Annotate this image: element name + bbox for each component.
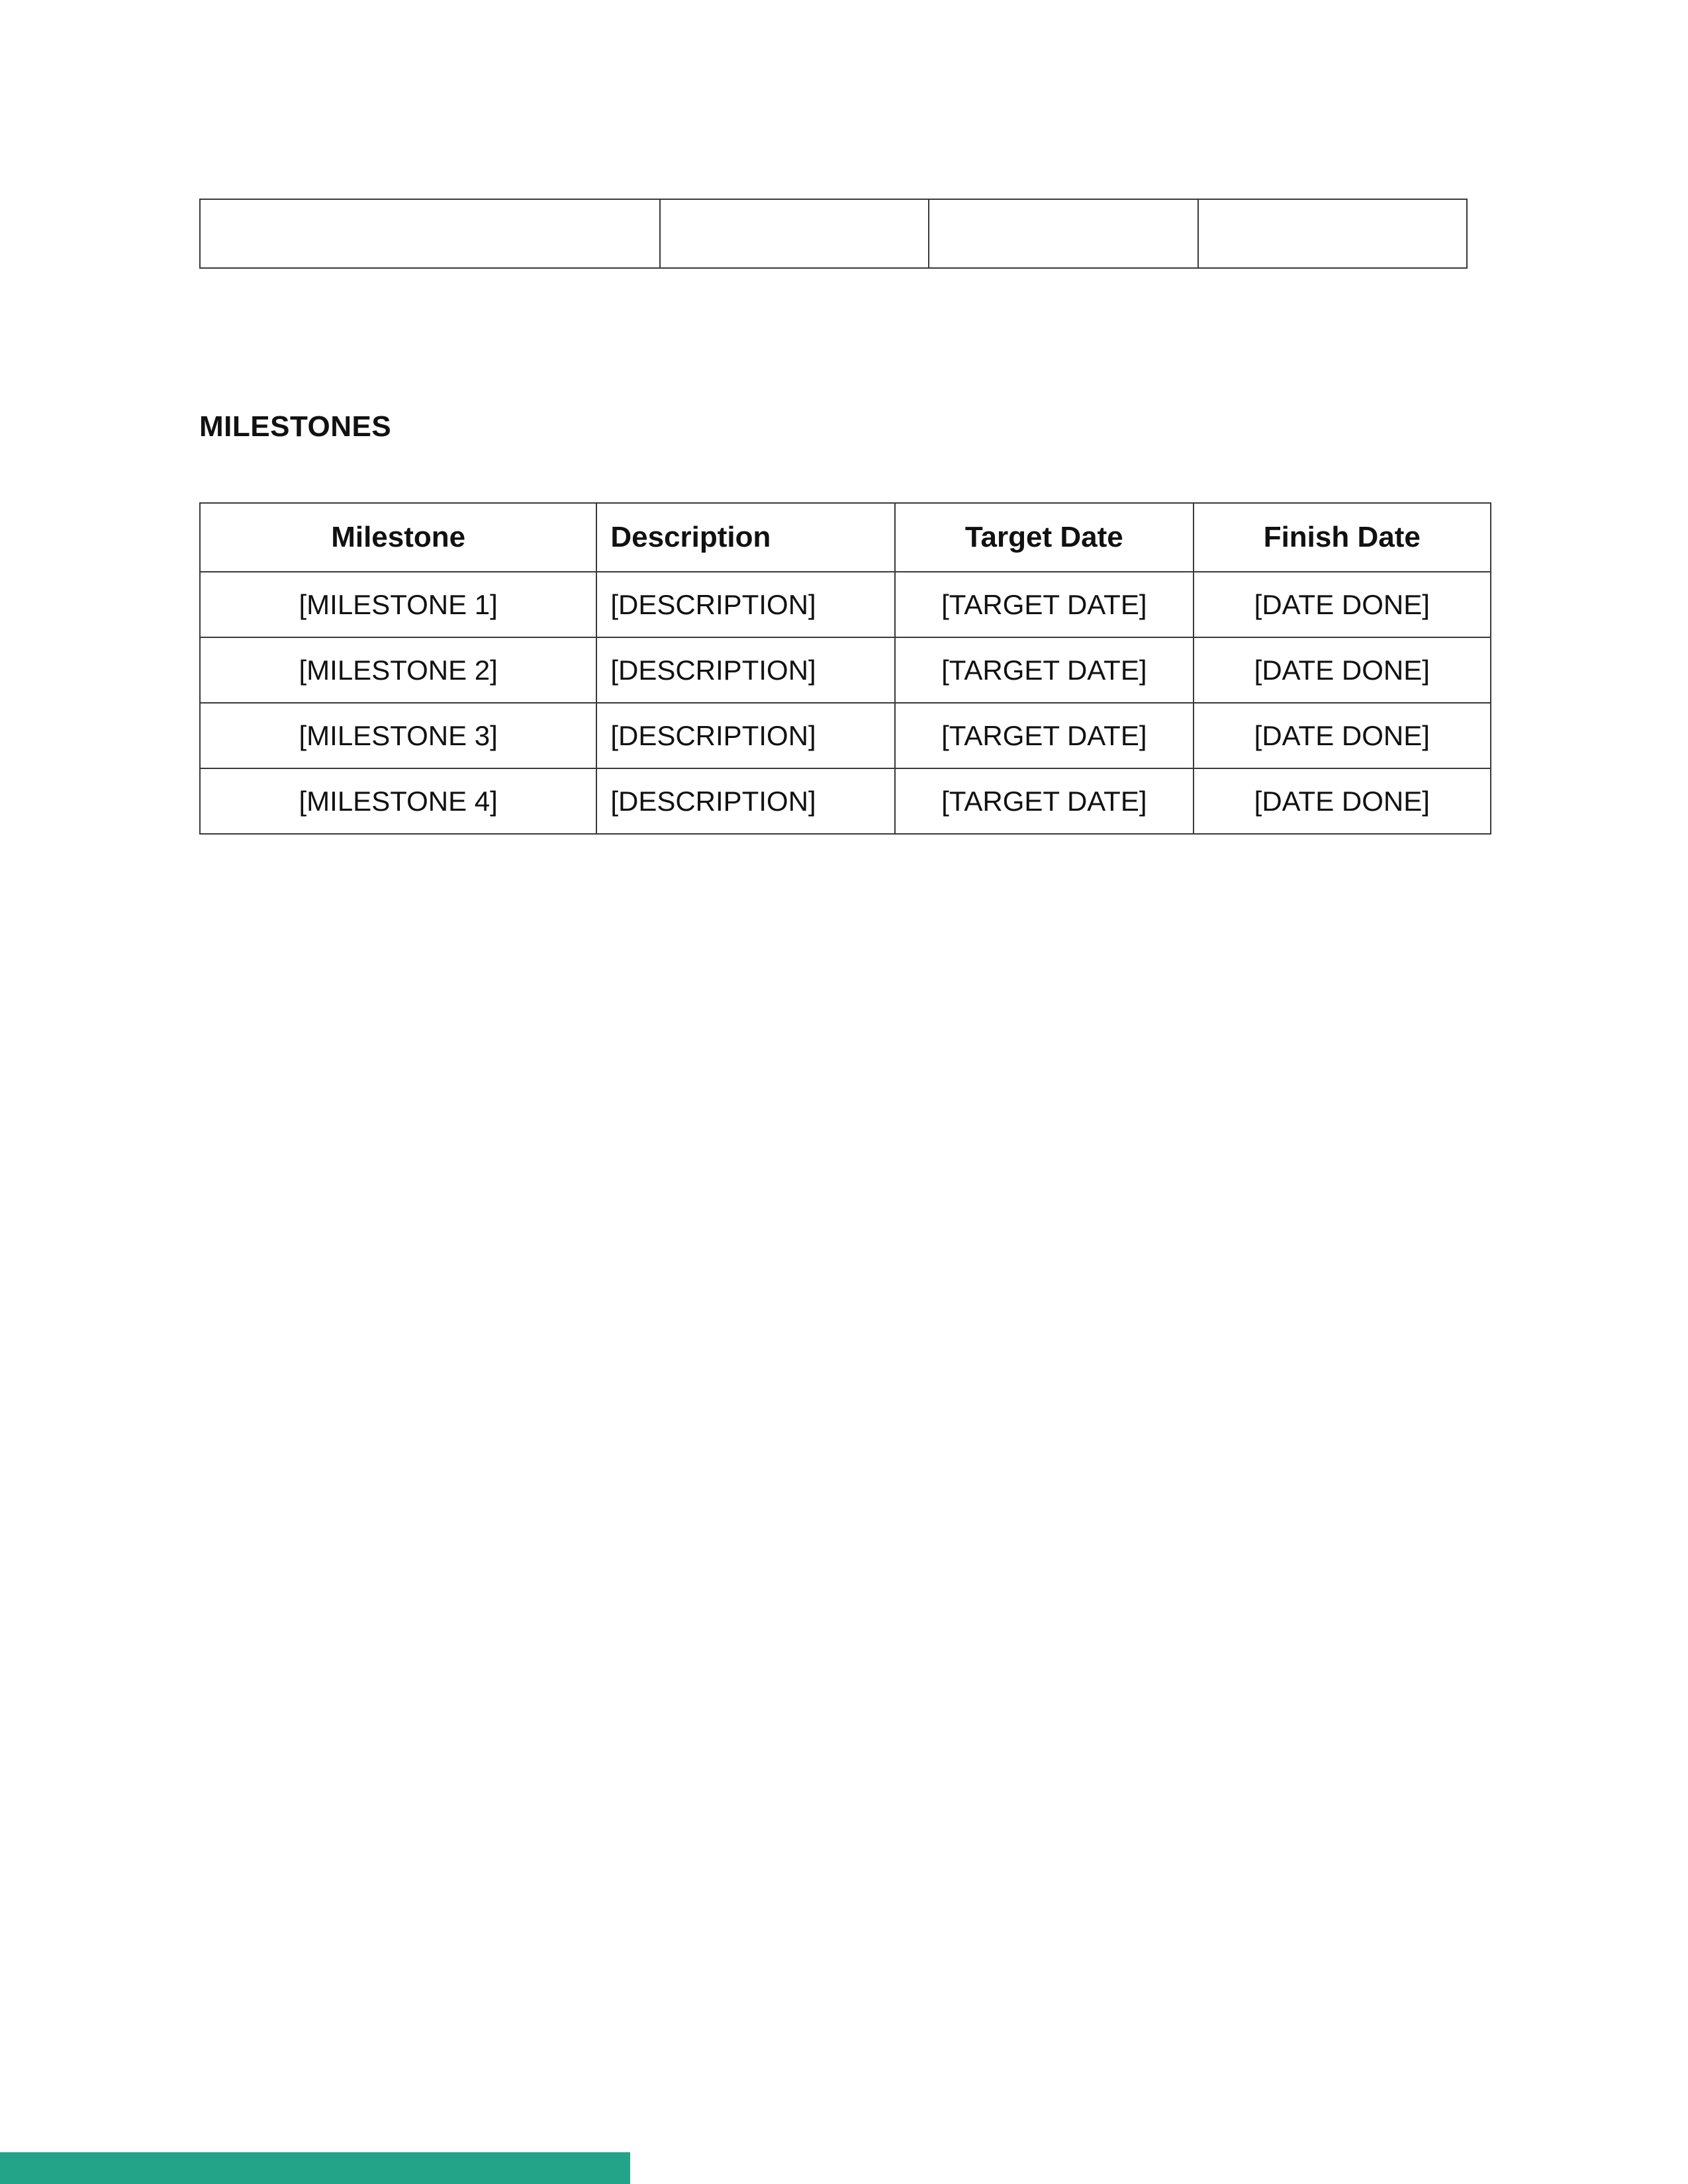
finish-date-cell[interactable]: [DATE DONE] <box>1194 572 1491 637</box>
finish-date-cell[interactable]: [DATE DONE] <box>1194 637 1491 703</box>
milestone-cell[interactable]: [MILESTONE 4] <box>200 768 596 834</box>
milestone-cell[interactable]: [MILESTONE 2] <box>200 637 596 703</box>
table-row <box>200 572 1491 637</box>
finish-date-cell[interactable]: [DATE DONE] <box>1194 703 1491 768</box>
target-date-cell[interactable]: [TARGET DATE] <box>895 703 1193 768</box>
description-cell[interactable]: [DESCRIPTION] <box>596 637 895 703</box>
target-date-cell[interactable]: [TARGET DATE] <box>895 768 1193 834</box>
description-cell[interactable]: [DESCRIPTION] <box>596 768 895 834</box>
table-cell[interactable] <box>929 199 1197 268</box>
table-cell[interactable] <box>200 199 660 268</box>
description-cell[interactable]: [DESCRIPTION] <box>596 703 895 768</box>
finish-date-cell[interactable]: [DATE DONE] <box>1194 768 1491 834</box>
target-date-cell[interactable]: [TARGET DATE] <box>895 637 1193 703</box>
table-row <box>200 199 1467 268</box>
section-heading: MILESTONES <box>199 410 392 443</box>
table-header-row <box>200 503 1491 572</box>
milestones-table <box>199 502 1491 835</box>
table-row <box>200 768 1491 834</box>
table-row <box>200 703 1491 768</box>
milestone-cell[interactable]: [MILESTONE 3] <box>200 703 596 768</box>
description-cell[interactable]: [DESCRIPTION] <box>596 572 895 637</box>
column-header-description: Description <box>596 503 895 572</box>
empty-table <box>199 199 1468 269</box>
table-row <box>200 637 1491 703</box>
target-date-cell[interactable]: [TARGET DATE] <box>895 572 1193 637</box>
column-header-milestone: Milestone <box>200 503 596 572</box>
table-cell[interactable] <box>1198 199 1467 268</box>
column-header-finish-date: Finish Date <box>1194 503 1491 572</box>
table-cell[interactable] <box>660 199 929 268</box>
column-header-target-date: Target Date <box>895 503 1193 572</box>
footer-accent-bar <box>0 2152 630 2184</box>
milestone-cell[interactable]: [MILESTONE 1] <box>200 572 596 637</box>
